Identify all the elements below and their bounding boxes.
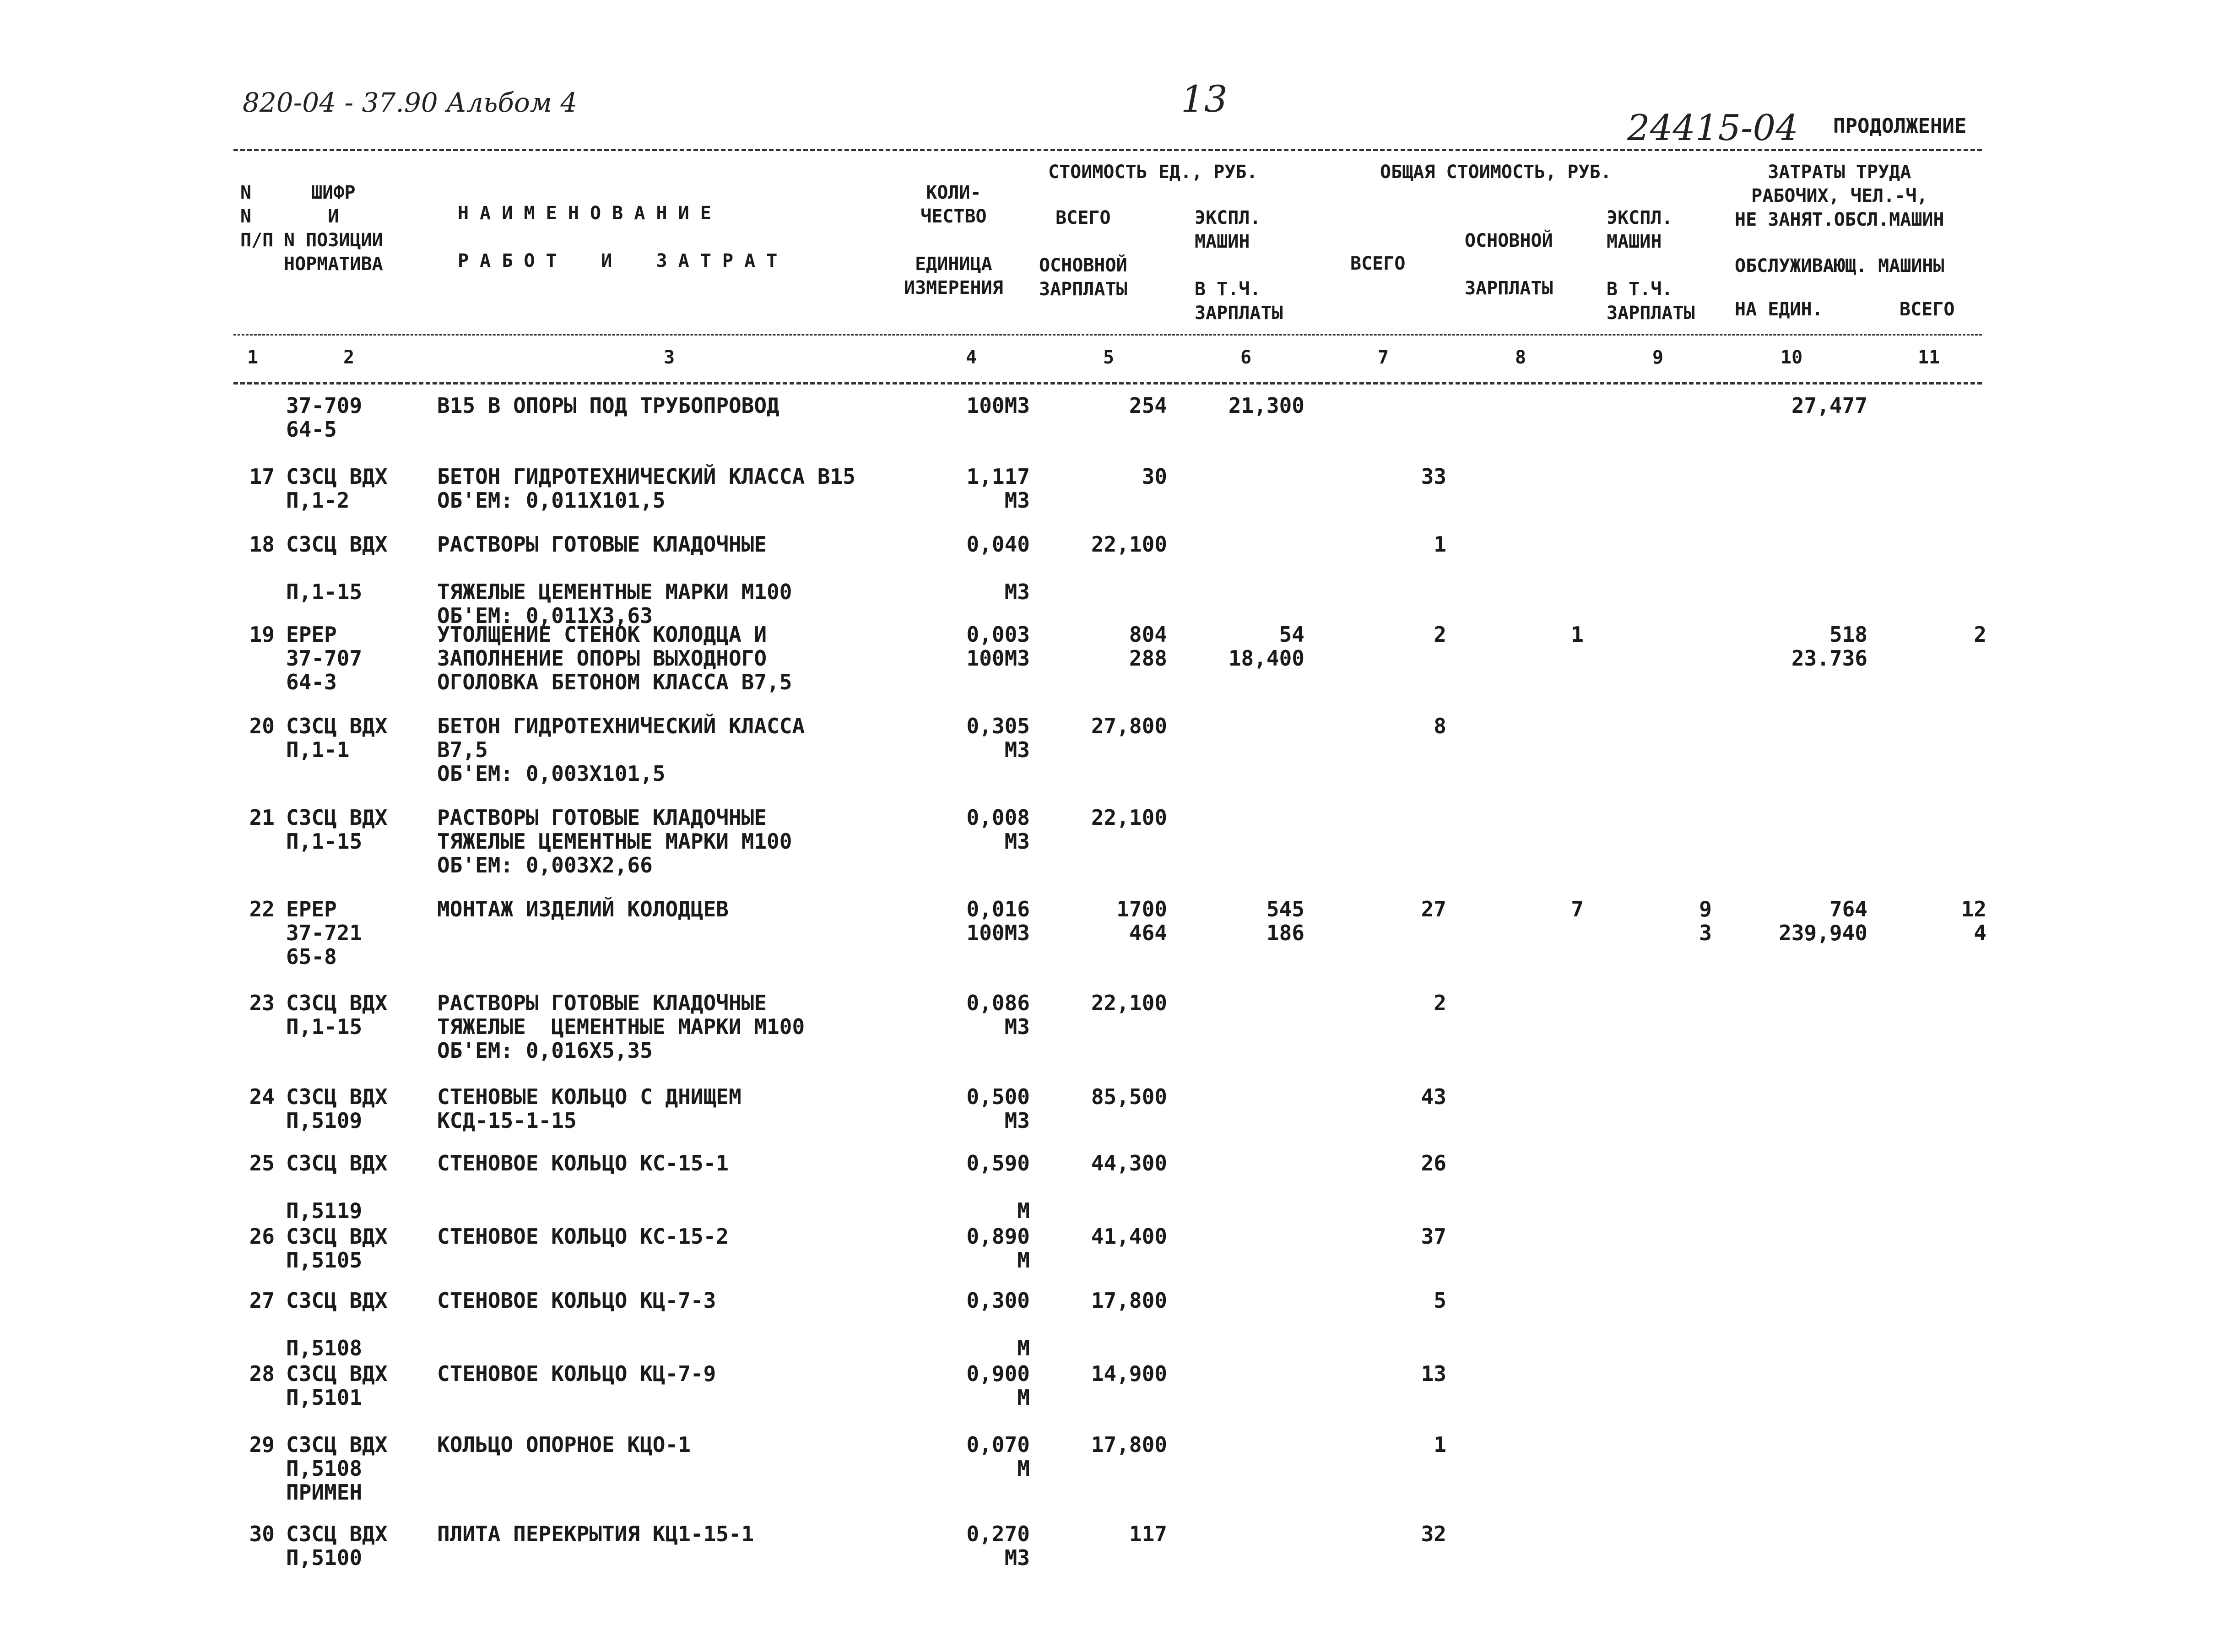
row-total-cost: 5 bbox=[1434, 1288, 1446, 1313]
row-number: 22 bbox=[249, 897, 275, 921]
row-unit-machine: 545 186 bbox=[1266, 897, 1304, 945]
header-rule-bottom bbox=[233, 382, 1982, 385]
row-quantity: 0,016 100М3 bbox=[966, 897, 1030, 945]
row-code: СЗСЦ ВДХ П,1-1 bbox=[286, 714, 388, 762]
row-unit-cost: 804 288 bbox=[1129, 622, 1167, 671]
col-number-1: 1 bbox=[247, 347, 259, 368]
row-total-cost: 33 bbox=[1421, 464, 1446, 489]
row-total-cost: 1 bbox=[1434, 1432, 1446, 1457]
row-quantity: 0,086 М3 bbox=[966, 991, 1030, 1039]
row-number: 26 bbox=[249, 1224, 275, 1249]
row-number: 27 bbox=[249, 1288, 275, 1313]
row-total-cost: 2 bbox=[1434, 622, 1446, 647]
col-header-10: НА ЕДИН. bbox=[1735, 299, 1823, 320]
row-total-cost: 32 bbox=[1421, 1522, 1446, 1546]
row-base-salary: 7 bbox=[1571, 897, 1584, 921]
col-header-1: N N П/П bbox=[240, 182, 274, 251]
row-total-cost: 13 bbox=[1421, 1361, 1446, 1386]
row-quantity: 0,305 М3 bbox=[966, 714, 1030, 762]
row-name: РАСТВОРЫ ГОТОВЫЕ КЛАДОЧНЫЕ ТЯЖЕЛЫЕ ЦЕМЕНТНЫЕ МАРКИ М100 ОБ'ЕМ: 0,003Х2,66 bbox=[437, 805, 792, 877]
row-code: 37-709 64-5 bbox=[286, 393, 363, 442]
col-number-11: 11 bbox=[1918, 347, 1940, 368]
col-header-7: ВСЕГО bbox=[1350, 253, 1406, 274]
row-number: 23 bbox=[249, 991, 275, 1015]
col-number-2: 2 bbox=[343, 347, 355, 368]
col-header-2: ШИФР И N ПОЗИЦИИ НОРМАТИВА bbox=[284, 182, 383, 275]
header-rule-mid bbox=[233, 334, 1982, 336]
row-name: РАСТВОРЫ ГОТОВЫЕ КЛАДОЧНЫЕ ТЯЖЕЛЫЕ ЦЕМЕНТНЫЕ МАРКИ М100 ОБ'ЕМ: 0,016Х5,35 bbox=[437, 991, 805, 1063]
row-code: СЗСЦ ВДХ П,1-15 bbox=[286, 532, 388, 604]
row-name: РАСТВОРЫ ГОТОВЫЕ КЛАДОЧНЫЕ ТЯЖЕЛЫЕ ЦЕМЕНТНЫЕ МАРКИ М100 ОБ'ЕМ: 0,011Х3,63 bbox=[437, 532, 792, 628]
col-header-8: ОСНОВНОЙ ЗАРПЛАТЫ bbox=[1465, 230, 1553, 299]
row-unit-cost: 117 bbox=[1129, 1522, 1167, 1546]
row-unit-cost: 30 bbox=[1142, 464, 1167, 489]
row-unit-cost: 22,100 bbox=[1091, 532, 1167, 557]
row-name: БЕТОН ГИДРОТЕХНИЧЕСКИЙ КЛАССА В15 ОБ'ЕМ: 0,011Х101,5 bbox=[437, 464, 855, 513]
row-quantity: 0,040 М3 bbox=[966, 532, 1030, 604]
document-code: 820-04 - 37.90 Альбом 4 bbox=[243, 87, 578, 118]
row-total-cost: 8 bbox=[1434, 714, 1446, 738]
document-number: 24415-04 bbox=[1627, 108, 1798, 149]
row-labor-unit: 764 239,940 bbox=[1779, 897, 1867, 945]
row-quantity: 0,900 М bbox=[966, 1361, 1030, 1410]
row-labor-unit: 518 23.736 bbox=[1791, 622, 1867, 671]
col-header-cost-unit: СТОИМОСТЬ ЕД., РУБ. bbox=[1048, 162, 1258, 183]
row-unit-cost: 85,500 bbox=[1091, 1084, 1167, 1109]
row-total-cost: 2 bbox=[1434, 991, 1446, 1015]
row-unit-cost: 17,800 bbox=[1091, 1432, 1167, 1457]
row-unit-cost: 41,400 bbox=[1091, 1224, 1167, 1249]
row-code: СЗСЦ ВДХ П,1-15 bbox=[286, 805, 388, 854]
row-labor-unit: 27,477 bbox=[1791, 393, 1867, 418]
row-number: 25 bbox=[249, 1151, 275, 1175]
row-quantity: 0,008 М3 bbox=[966, 805, 1030, 854]
row-name: СТЕНОВОЕ КОЛЬЦО КС-15-2 bbox=[437, 1224, 729, 1249]
row-total-cost: 26 bbox=[1421, 1151, 1446, 1175]
row-quantity: 0,300 М bbox=[966, 1288, 1030, 1360]
row-quantity: 0,590 М bbox=[966, 1151, 1030, 1223]
row-number: 24 bbox=[249, 1084, 275, 1109]
row-code: СЗСЦ ВДХ П,5109 bbox=[286, 1084, 388, 1133]
col-number-4: 4 bbox=[966, 347, 977, 368]
row-quantity: 0,070 М bbox=[966, 1432, 1030, 1481]
col-number-5: 5 bbox=[1103, 347, 1115, 368]
row-quantity: 0,003 100М3 bbox=[966, 622, 1030, 671]
row-unit-cost: 14,900 bbox=[1091, 1361, 1167, 1386]
col-number-10: 10 bbox=[1781, 347, 1803, 368]
col-number-9: 9 bbox=[1652, 347, 1664, 368]
row-code: СЗСЦ ВДХ П,5105 bbox=[286, 1224, 388, 1273]
row-code: СЗСЦ ВДХ П,5100 bbox=[286, 1522, 388, 1570]
row-unit-machine: 21,300 bbox=[1228, 393, 1304, 418]
row-unit-machine: 54 18,400 bbox=[1228, 622, 1304, 671]
row-machine-cost: 9 3 bbox=[1699, 897, 1712, 945]
row-unit-cost: 44,300 bbox=[1091, 1151, 1167, 1175]
row-number: 18 bbox=[249, 532, 275, 557]
row-number: 28 bbox=[249, 1361, 275, 1386]
row-unit-cost: 17,800 bbox=[1091, 1288, 1167, 1313]
row-name: СТЕНОВОЕ КОЛЬЦО КС-15-1 bbox=[437, 1151, 729, 1175]
row-quantity: 100М3 bbox=[966, 393, 1030, 418]
col-number-7: 7 bbox=[1378, 347, 1389, 368]
row-name: МОНТАЖ ИЗДЕЛИЙ КОЛОДЦЕВ bbox=[437, 897, 729, 921]
row-number: 30 bbox=[249, 1522, 275, 1546]
col-number-3: 3 bbox=[664, 347, 675, 368]
row-total-cost: 27 bbox=[1421, 897, 1446, 921]
row-name: СТЕНОВЫЕ КОЛЬЦО С ДНИЩЕМ КСД-15-1-15 bbox=[437, 1084, 741, 1133]
row-unit-cost: 22,100 bbox=[1091, 805, 1167, 830]
page-number: 13 bbox=[1181, 78, 1228, 120]
row-name: СТЕНОВОЕ КОЛЬЦО КЦ-7-9 bbox=[437, 1361, 716, 1386]
col-header-11: ВСЕГО bbox=[1900, 299, 1955, 320]
row-labor-total: 12 4 bbox=[1961, 897, 1986, 945]
continuation-label: ПРОДОЛЖЕНИЕ bbox=[1833, 114, 1967, 138]
col-number-6: 6 bbox=[1240, 347, 1252, 368]
row-name: БЕТОН ГИДРОТЕХНИЧЕСКИЙ КЛАССА В7,5 ОБ'ЕМ: 0,003Х101,5 bbox=[437, 714, 805, 786]
col-header-labor: ЗАТРАТЫ ТРУДА РАБОЧИХ, ЧЕЛ.-Ч, НЕ ЗАНЯТ.ОБСЛ.МАШИН bbox=[1735, 162, 1944, 230]
row-number: 19 bbox=[249, 622, 275, 647]
row-code: СЗСЦ ВДХ П,5108 ПРИМЕН bbox=[286, 1432, 388, 1505]
row-name: ПЛИТА ПЕРЕКРЫТИЯ КЦ1-15-1 bbox=[437, 1522, 754, 1546]
row-total-cost: 37 bbox=[1421, 1224, 1446, 1249]
row-quantity: 0,270 М3 bbox=[966, 1522, 1030, 1570]
row-unit-cost: 254 bbox=[1129, 393, 1167, 418]
row-quantity: 1,117 М3 bbox=[966, 464, 1030, 513]
row-name: СТЕНОВОЕ КОЛЬЦО КЦ-7-3 bbox=[437, 1288, 716, 1313]
row-code: СЗСЦ ВДХ П,5108 bbox=[286, 1288, 388, 1360]
row-name: КОЛЬЦО ОПОРНОЕ КЦО-1 bbox=[437, 1432, 691, 1457]
row-unit-cost: 22,100 bbox=[1091, 991, 1167, 1015]
col-number-8: 8 bbox=[1515, 347, 1526, 368]
row-quantity: 0,500 М3 bbox=[966, 1084, 1030, 1133]
col-header-labor-service: ОБСЛУЖИВАЮЩ. МАШИНЫ bbox=[1735, 255, 1944, 276]
row-name: В15 В ОПОРЫ ПОД ТРУБОПРОВОД bbox=[437, 393, 779, 418]
row-name: УТОЛЩЕНИЕ СТЕНОК КОЛОДЦА И ЗАПОЛНЕНИЕ ОПОРЫ ВЫХОДНОГО ОГОЛОВКА БЕТОНОМ КЛАССА В7,5 bbox=[437, 622, 792, 694]
row-code: ЕРЕР 37-721 65-8 bbox=[286, 897, 363, 969]
header-rule-top bbox=[233, 149, 1982, 151]
col-header-cost-total: ОБЩАЯ СТОИМОСТЬ, РУБ. bbox=[1380, 162, 1612, 183]
col-header-3: Н А И М Е Н О В А Н И Е Р А Б О Т И З А Т Р А Т bbox=[458, 203, 778, 271]
row-unit-cost: 27,800 bbox=[1091, 714, 1167, 738]
col-header-4: КОЛИ- ЧЕСТВО ЕДИНИЦА ИЗМЕРЕНИЯ bbox=[904, 182, 1003, 298]
row-labor-total: 2 bbox=[1974, 622, 1986, 647]
row-code: СЗСЦ ВДХ П,5119 bbox=[286, 1151, 388, 1223]
row-number: 17 bbox=[249, 464, 275, 489]
row-total-cost: 43 bbox=[1421, 1084, 1446, 1109]
col-header-9: ЭКСПЛ. МАШИН В Т.Ч. ЗАРПЛАТЫ bbox=[1607, 207, 1695, 324]
row-unit-cost: 1700 464 bbox=[1116, 897, 1167, 945]
row-code: СЗСЦ ВДХ П,1-15 bbox=[286, 991, 388, 1039]
col-header-6: ЭКСПЛ. МАШИН В Т.Ч. ЗАРПЛАТЫ bbox=[1195, 207, 1283, 324]
row-total-cost: 1 bbox=[1434, 532, 1446, 557]
row-base-salary: 1 bbox=[1571, 622, 1584, 647]
row-number: 21 bbox=[249, 805, 275, 830]
col-header-5: ВСЕГО ОСНОВНОЙ ЗАРПЛАТЫ bbox=[1039, 207, 1127, 300]
row-number: 20 bbox=[249, 714, 275, 738]
row-code: ЕРЕР 37-707 64-3 bbox=[286, 622, 363, 694]
row-quantity: 0,890 М bbox=[966, 1224, 1030, 1273]
row-code: СЗСЦ ВДХ П,1-2 bbox=[286, 464, 388, 513]
row-code: СЗСЦ ВДХ П,5101 bbox=[286, 1361, 388, 1410]
row-number: 29 bbox=[249, 1432, 275, 1457]
